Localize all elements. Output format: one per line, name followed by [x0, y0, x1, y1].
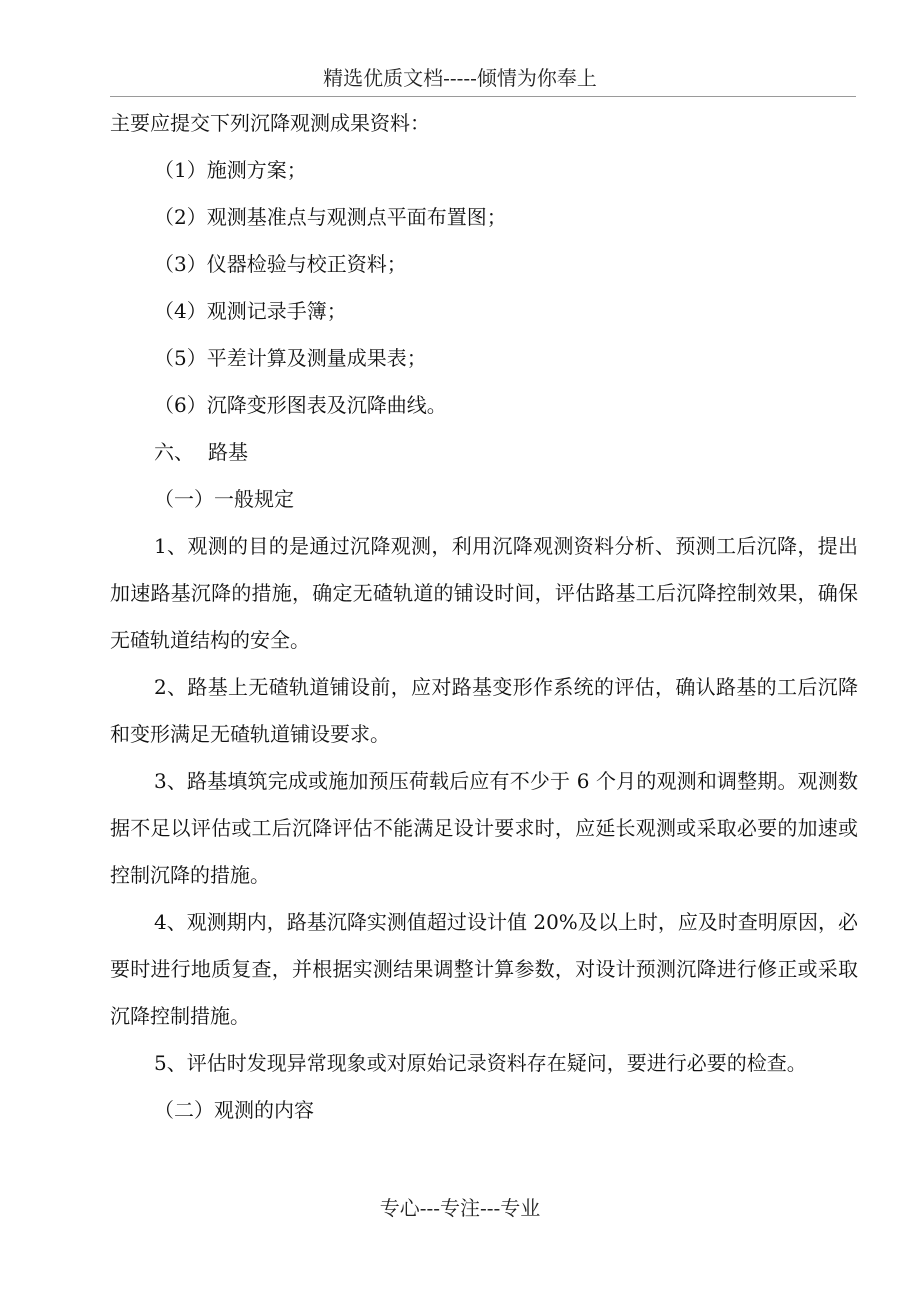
paragraph-4: 4、观测期内，路基沉降实测值超过设计值 20%及以上时，应及时查明原因，必要时进行地质复查，并根据实测结果调整计算参数，对设计预测沉降进行修正或采取沉降控制措施。 [110, 910, 858, 1028]
subsection-heading-content: （二）观测的内容 [154, 1098, 314, 1122]
list-item-1: （1）施测方案； [154, 158, 307, 182]
intro-line: 主要应提交下列沉降观测成果资料： [110, 111, 430, 135]
list-item-4: （4）观测记录手簿； [154, 299, 347, 323]
section-title: 路基 [208, 440, 248, 464]
list-item-2: （2）观测基准点与观测点平面布置图； [154, 205, 507, 229]
document-body [110, 100, 858, 1134]
subsection-heading-general: （一）一般规定 [154, 487, 294, 511]
list-item-3: （3）仪器检验与校正资料； [154, 252, 407, 276]
list-item-5: （5）平差计算及测量成果表； [154, 346, 427, 370]
paragraph-3: 3、路基填筑完成或施加预压荷载后应有不少于 6 个月的观测和调整期。观测数据不足以评估或工后沉降评估不能满足设计要求时，应延长观测或采取必要的加速或控制沉降的措施。 [110, 769, 858, 887]
page-footer: 专心---专注---专业 [379, 1196, 541, 1220]
section-heading [110, 429, 858, 476]
paragraph-1: 1、观测的目的是通过沉降观测，利用沉降观测资料分析、预测工后沉降，提出加速路基沉降的措施，确定无碴轨道的铺设时间，评估路基工后沉降控制效果，确保无碴轨道结构的安全。 [110, 534, 858, 652]
section-number: 六、 [154, 440, 194, 464]
page-header: 精选优质文档-----倾情为你奉上 [323, 66, 597, 90]
paragraph-2: 2、路基上无碴轨道铺设前，应对路基变形作系统的评估，确认路基的工后沉降和变形满足无碴轨道铺设要求。 [110, 675, 858, 746]
header-divider [110, 96, 856, 97]
paragraph-5: 5、评估时发现异常现象或对原始记录资料存在疑问，要进行必要的检查。 [154, 1051, 807, 1075]
list-item-6: （6）沉降变形图表及沉降曲线。 [154, 393, 447, 417]
